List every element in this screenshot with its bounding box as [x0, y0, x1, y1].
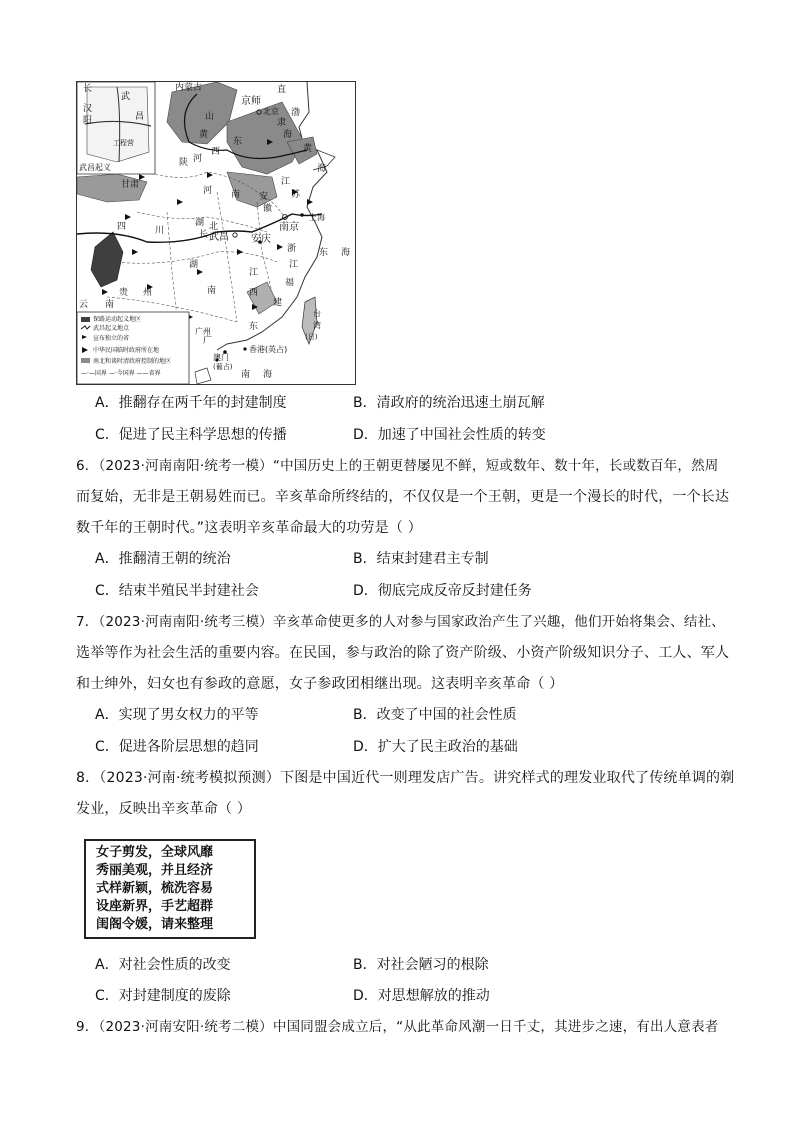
option-letter: D．: [353, 988, 378, 1004]
label-gansu: 甘肃: [121, 180, 140, 190]
option-text: 加速了中国社会性质的转变: [377, 427, 546, 443]
label-nanjing: 南京: [279, 222, 299, 233]
ad-line-4: 设座新界，手艺超群: [96, 899, 214, 914]
label-guangdong-dong: 东: [249, 322, 259, 332]
q6-option-d[interactable]: [353, 581, 532, 601]
option-letter: C．: [95, 988, 119, 1004]
label-beijing: 北京: [263, 107, 279, 116]
q7-option-a[interactable]: [95, 705, 259, 725]
option-text: 对社会性质的改变: [118, 957, 231, 973]
option-text: 推翻存在两千年的封建制度: [118, 395, 287, 411]
option-text: 推翻清王朝的统治: [118, 551, 231, 567]
q6-stem-line-3: 数千年的王朝时代。”这表明辛亥革命最大的功劳是（ ）: [76, 520, 422, 536]
label-li: 隶: [277, 118, 287, 128]
label-fu: 福: [285, 278, 295, 288]
label-guizhou-2: 州: [143, 288, 153, 298]
option-text: 清政府的统治迅速土崩瓦解: [376, 395, 545, 411]
label-sichuan-2: 川: [155, 226, 165, 236]
legend-item-qing-control: 南北和谈时清政府控制的地区: [93, 358, 172, 365]
label-zhi: 直: [277, 85, 287, 95]
option-letter: C．: [95, 427, 119, 443]
option-letter: D．: [353, 583, 378, 599]
option-letter: A．: [95, 551, 119, 567]
option-text: 促进了民主科学思想的传播: [118, 427, 287, 443]
q6-stem-line-2: 而复始，无非是王朝易姓而已。辛亥革命所终结的，不仅仅是一个王朝，更是一个漫长的时代，一个长达: [76, 489, 730, 505]
ad-line-1: 女子剪发，全球风靡: [96, 845, 214, 860]
q7-option-d[interactable]: [353, 737, 518, 757]
label-tai: 台: [313, 309, 321, 318]
map-figure: [76, 81, 356, 385]
label-jingshi: 京师: [241, 96, 261, 107]
q5-option-d[interactable]: [353, 425, 546, 445]
option-text: 对思想解放的推动: [377, 988, 490, 1004]
label-anqing: 安庆: [251, 234, 271, 245]
option-text: 对社会陋习的根除: [376, 957, 489, 973]
label-donghai-2: 海: [341, 248, 351, 258]
legend-item-independent: 宣布独立的省: [93, 335, 130, 342]
inset-label-gongcheng: 工程营: [113, 139, 134, 147]
q7-option-c[interactable]: [95, 737, 259, 757]
option-text: 彻底完成反帝反封建任务: [377, 583, 532, 599]
ad-line-2: 秀丽美观，并且经济: [96, 863, 214, 878]
label-nanhai-2: 海: [263, 370, 273, 380]
q8-option-d[interactable]: [353, 986, 490, 1006]
label-donghai-1: 东: [319, 248, 329, 258]
label-wan: 湾: [313, 321, 321, 330]
q6-option-c[interactable]: [95, 581, 259, 601]
label-putian: (葡占): [213, 363, 233, 371]
q6-option-b[interactable]: [353, 549, 489, 569]
option-text: 结束封建君主专制: [376, 551, 489, 567]
q7-stem-line-1: 7．（2023·河南南阳·统考三模）辛亥革命使更多的人对参与国家政治产生了兴趣，他们开始将集会、结社、: [76, 614, 725, 630]
option-letter: A．: [95, 395, 119, 411]
label-aomen: 澳门: [213, 353, 229, 362]
legend-item-wuchang: 武昌起义地点: [93, 325, 130, 332]
label-henan-he: 河: [203, 186, 213, 196]
option-letter: A．: [95, 707, 119, 723]
label-sichuan-1: 四: [117, 222, 127, 232]
label-neimenggu: 内蒙古: [175, 83, 203, 93]
legend-item-provisional-gov: 中华民国临时政府所在地: [93, 347, 160, 354]
q6-option-a[interactable]: [95, 549, 231, 569]
option-text: 促进各阶层思想的趋同: [118, 739, 259, 755]
q6-stem-line-1: 6．（2023·河南南阳·统考一模）“中国历史上的王朝更替屡见不鲜，短或数年、数十年，长或数百年，然周: [76, 458, 719, 474]
inset-label-han: 汉: [83, 104, 93, 114]
option-text: 实现了男女权力的平等: [118, 707, 259, 723]
q7-stem-line-2: 选举等作为社会生活的重要内容。在民国，参与政治的除了资产阶级、小资产阶级知识分子、工人、军人: [76, 645, 730, 661]
label-huanghai-2: 海: [317, 164, 327, 174]
q5-option-a[interactable]: [95, 393, 287, 413]
q7-option-b[interactable]: [353, 705, 517, 725]
option-letter: B．: [353, 957, 377, 973]
label-shanghai: 上海: [309, 213, 325, 222]
label-chang: 长: [199, 230, 209, 240]
label-jiangxi-1: 江: [249, 268, 259, 278]
option-letter: A．: [95, 957, 119, 973]
ad-line-3: 式样新颖，梳洗容易: [96, 881, 214, 896]
q8-option-a[interactable]: [95, 955, 231, 975]
label-guangxi: 广: [203, 336, 213, 346]
option-letter: B．: [353, 707, 377, 723]
label-hubei-1: 湖: [195, 218, 205, 228]
label-jiangsu-1: 江: [281, 177, 291, 187]
legend-item-baolu: 保路运动起义地区: [93, 316, 142, 323]
option-letter: C．: [95, 583, 119, 599]
label-anhui-1: 安: [259, 192, 269, 202]
label-huanghai-1: 黄: [303, 144, 313, 154]
option-text: 扩大了民主政治的基础: [377, 739, 518, 755]
label-bohai-2: 海: [283, 130, 293, 140]
inset-caption-wuchang-uprising: 武昌起义: [79, 163, 111, 172]
q8-stem-line-1: 8．（2023·河南·统考模拟预测）下图是中国近代一则理发店广告。讲究样式的理发业取代了传统单调的剃: [76, 770, 735, 786]
label-ri: (日): [305, 333, 318, 341]
label-hunan-1: 湖: [189, 260, 199, 270]
option-text: 结束半殖民半封建社会: [118, 583, 259, 599]
label-zhejiang-jiang: 江: [289, 260, 299, 270]
label-shaan: 陕: [179, 158, 189, 168]
label-he: 河: [193, 154, 203, 164]
ad-line-5: 闺阁令媛，请来整理: [96, 917, 214, 932]
q5-option-c[interactable]: [95, 425, 287, 445]
q8-option-c[interactable]: [95, 986, 231, 1006]
label-henan-nan: 南: [231, 190, 241, 200]
label-xianggang: 香港(英占): [249, 345, 288, 354]
q9-stem-line-1: 9．（2023·河南安阳·统考二模）中国同盟会成立后，“从此革命风潮一日千丈，其进步之速，有出人意表者: [76, 1019, 719, 1035]
label-wuchang: 武昌: [209, 232, 229, 243]
label-anhui-2: 徽: [263, 204, 273, 214]
option-text: 改变了中国的社会性质: [376, 707, 517, 723]
label-bohai-1: 渤: [291, 108, 301, 118]
label-zhe: 浙: [287, 244, 297, 254]
option-letter: B．: [353, 395, 377, 411]
label-guangzhou: 广州: [195, 327, 211, 336]
inset-label-yang: 阳: [83, 116, 93, 126]
label-shan: 山: [205, 112, 215, 122]
label-yunnan-nan: 南: [105, 300, 115, 310]
label-guizhou-1: 贵: [119, 288, 129, 298]
label-nanhai-1: 南: [241, 370, 251, 380]
label-xi: 西: [211, 147, 221, 157]
inset-label-wu: 武: [121, 92, 131, 102]
label-dong: 东: [233, 137, 243, 147]
option-letter: C．: [95, 739, 119, 755]
inset-label-changx: 昌: [135, 112, 145, 122]
q8-option-b[interactable]: [353, 955, 489, 975]
label-hubei-2: 北: [209, 222, 219, 232]
label-hunan-2: 南: [207, 286, 217, 296]
barbershop-advertisement: [84, 839, 256, 939]
label-huang: 黄: [199, 130, 209, 140]
label-jiangsu-2: 苏: [291, 190, 301, 200]
legend-item-borders: —·—国界 —·今国界 ——省界: [81, 370, 161, 377]
label-yun: 云: [79, 300, 89, 310]
q5-option-b[interactable]: [353, 393, 545, 413]
option-letter: D．: [353, 739, 378, 755]
option-text: 对封建制度的废除: [118, 988, 231, 1004]
option-letter: B．: [353, 551, 377, 567]
q8-stem-line-2: 发业，反映出辛亥革命（ ）: [76, 801, 252, 817]
option-letter: D．: [353, 427, 378, 443]
q7-stem-line-3: 和士绅外，妇女也有参政的意愿，女子参政团相继出现。这表明辛亥革命（ ）: [76, 676, 564, 692]
label-jiangxi-2: 西: [249, 288, 259, 298]
label-jian: 建: [273, 298, 283, 308]
inset-label-chang: 长: [83, 84, 93, 94]
